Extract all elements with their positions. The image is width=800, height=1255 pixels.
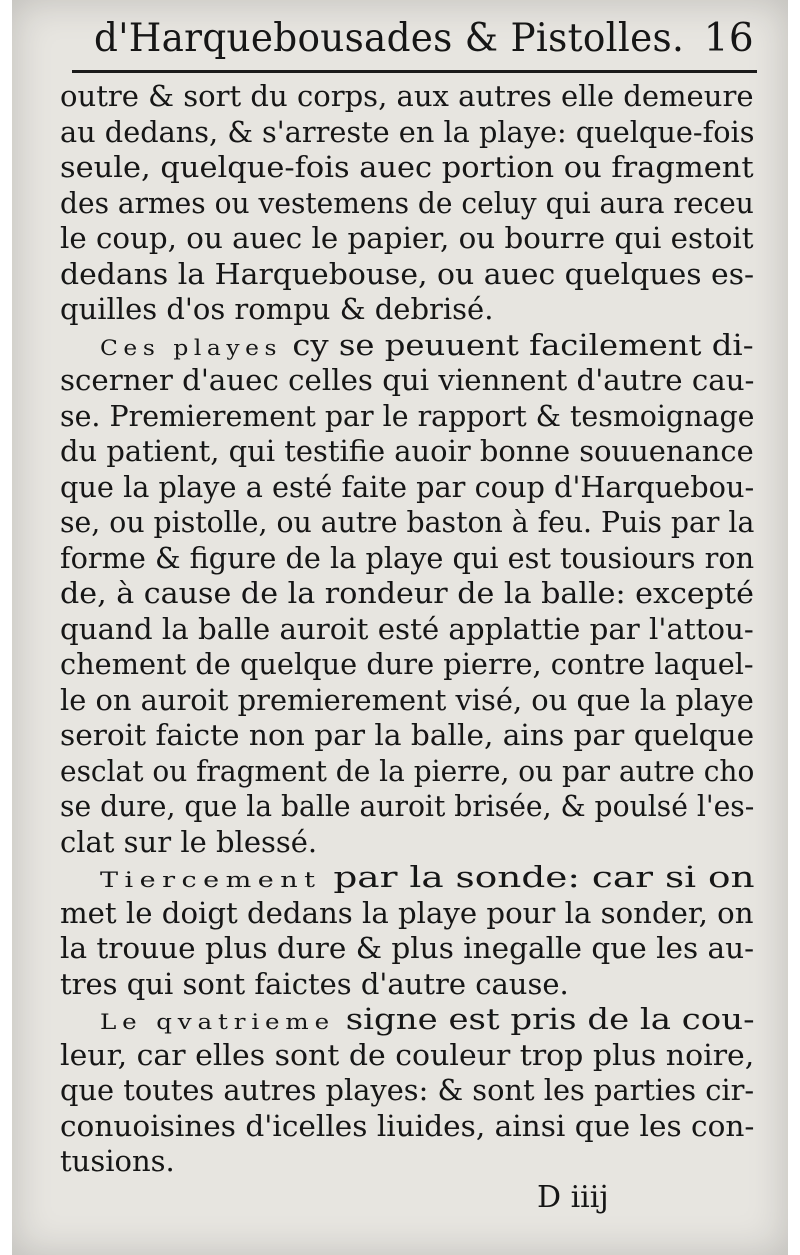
line-text: met le doigt dedans la playe pour la sonder, on — [60, 895, 754, 930]
text-line — [60, 504, 754, 540]
paragraph-first-line — [100, 327, 754, 363]
line-text: quand la balle auroit esté applattie par l'attou- — [60, 611, 754, 646]
line-text: de, à cause de la rondeur de la balle: excepté — [60, 576, 754, 610]
signature-mark: D iiij — [537, 1180, 609, 1215]
text-line — [60, 824, 317, 860]
text-line — [60, 753, 754, 789]
text-line — [60, 256, 754, 292]
line-text: forme & figure de la playe qui est tousiours ron — [60, 540, 755, 575]
book-page — [12, 0, 788, 1255]
text-line — [60, 930, 754, 966]
text-line — [60, 1108, 754, 1144]
line-text: seule, quelque-fois auec portion ou fragment — [60, 150, 754, 184]
line-text: conuoisines d'icelles liuides, ainsi que les con- — [60, 1108, 755, 1143]
text-line — [60, 291, 493, 327]
text-line — [60, 717, 754, 753]
line-text: du patient, qui testifie auoir bonne souuenance — [60, 434, 754, 468]
text-line — [60, 1143, 175, 1179]
line-text: se, ou pistolle, ou autre baston à feu. Puis par la — [60, 505, 755, 539]
line-text: tusions. — [60, 1144, 175, 1178]
line-text: que la playe a esté faite par coup d'Harquebou- — [60, 469, 755, 504]
line-text: signe est pris de la cou- — [334, 1002, 755, 1036]
line-text: par la sonde: car si on — [321, 860, 755, 894]
page-number: 16 — [703, 16, 754, 61]
line-text: dedans la Harquebouse, ou auec quelques es- — [60, 256, 755, 291]
text-line — [60, 1037, 754, 1073]
text-line — [60, 114, 754, 150]
paragraph-first-line — [100, 859, 755, 895]
text-line — [60, 1072, 754, 1108]
line-text: tres qui sont faictes d'autre cause. — [60, 966, 569, 1001]
line-text: se dure, que la balle auroit brisée, & poulsé l'es- — [60, 789, 755, 823]
line-text: des armes ou vestemens de celuy qui aura receu — [60, 185, 754, 220]
text-line — [60, 788, 754, 824]
text-line — [60, 433, 754, 469]
line-text: cy se peuuent facilement di- — [282, 327, 754, 362]
running-head — [94, 14, 754, 64]
line-text: leur, car elles sont de couleur trop plus noire, — [60, 1037, 755, 1072]
text-line — [60, 78, 754, 114]
line-text: quilles d'os rompu & debrisé. — [60, 292, 494, 326]
text-line — [60, 220, 754, 256]
paragraph-first-line — [100, 1001, 755, 1037]
text-line — [60, 575, 754, 611]
text-line — [60, 895, 754, 931]
line-text: que toutes autres playes: & sont les parties cir- — [60, 1073, 755, 1107]
line-text: le on auroit premierement visé, ou que la playe — [60, 682, 754, 717]
text-line — [60, 646, 754, 682]
line-text: esclat ou fragment de la pierre, ou par autre cho — [60, 753, 755, 788]
line-text: clat sur le blessé. — [60, 824, 318, 859]
running-title: d'Harquebousades & Pistolles. — [94, 16, 685, 61]
line-text: chement de quelque dure pierre, contre laquel- — [60, 647, 754, 681]
line-text: seroit faicte non par la balle, ains par quelque — [60, 718, 755, 752]
line-text: la trouue plus dure & plus inegalle que les au- — [60, 931, 755, 965]
line-text: au dedans, & s'arreste en la playe: quelque-fois — [60, 114, 755, 149]
small-caps-lead: Tiercement — [100, 868, 322, 892]
line-text: se. Premierement par le rapport & tesmoignage — [60, 398, 755, 433]
line-text: le coup, ou auec le papier, ou bourre qui estoit — [60, 221, 754, 255]
small-caps-lead: Ces playes — [100, 335, 283, 360]
header-rule — [72, 70, 757, 73]
text-line — [60, 966, 569, 1002]
line-text: outre & sort du corps, aux autres elle demeure — [60, 79, 754, 113]
text-line — [60, 540, 754, 576]
text-line — [60, 398, 754, 434]
text-line — [60, 469, 754, 505]
text-line — [60, 611, 754, 647]
text-line — [60, 682, 754, 718]
text-line — [60, 362, 754, 398]
line-text: scerner d'auec celles qui viennent d'autre cau- — [60, 363, 755, 397]
small-caps-lead: Le qvatrieme — [100, 1010, 335, 1034]
text-line — [60, 149, 754, 185]
text-line — [60, 185, 754, 221]
